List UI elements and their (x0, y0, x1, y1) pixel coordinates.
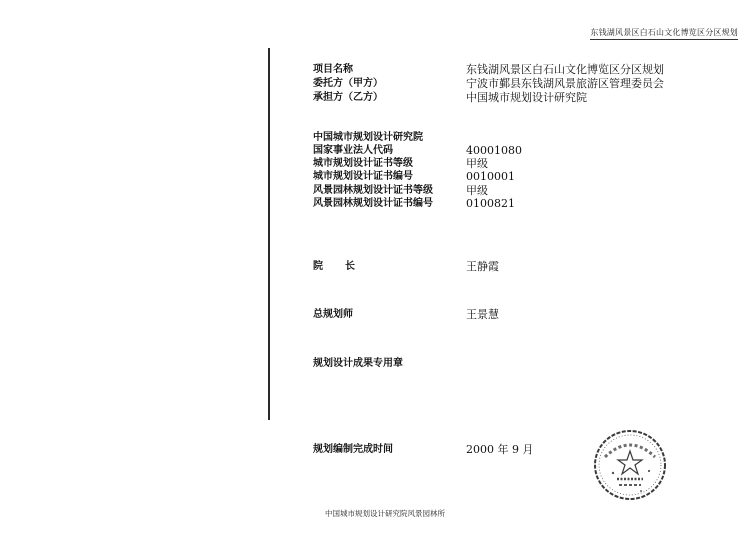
chief-planner-label: 总规划师 (313, 309, 353, 320)
credential-label: 城市规划设计证书编号 (313, 171, 413, 182)
credential-value: 甲级 (466, 157, 488, 170)
completion-value: 2000 年 9 月 (466, 443, 534, 456)
project-name-label: 项目名称 (313, 64, 353, 75)
president-label-char-2: 长 (345, 261, 355, 272)
credential-value: 0100821 (466, 197, 515, 210)
chief-planner-value: 王景慧 (466, 308, 499, 321)
project-name-value: 东钱湖风景区白石山文化博览区分区规划 (466, 63, 664, 76)
institute-heading: 中国城市规划设计研究院 (313, 132, 423, 143)
seal-caption: 规划设计成果专用章 (313, 358, 403, 369)
client-value: 宁波市鄞县东钱湖风景旅游区管理委员会 (466, 77, 664, 90)
contractor-label: 承担方（乙方） (313, 92, 383, 103)
binding-margin-line (268, 48, 270, 420)
president-label-char-1: 院 (313, 261, 323, 272)
client-label: 委托方（甲方） (313, 78, 383, 89)
credential-label: 风景园林规划设计证书编号 (313, 198, 433, 209)
credential-label: 风景园林规划设计证书等级 (313, 185, 433, 196)
official-seal-stamp (591, 427, 669, 503)
completion-label: 规划编制完成时间 (313, 444, 393, 455)
president-label (313, 260, 355, 273)
president-value: 王静霞 (466, 260, 499, 273)
contractor-value: 中国城市规划设计研究院 (466, 91, 587, 104)
credential-label: 国家事业法人代码 (313, 145, 393, 156)
credential-value: 40001080 (466, 144, 522, 157)
credential-label: 城市规划设计证书等级 (313, 158, 413, 169)
document-header: 东钱湖风景区白石山文化博览区分区规划 (590, 27, 738, 40)
credential-value: 0010001 (466, 170, 515, 183)
credential-value: 甲级 (466, 184, 488, 197)
document-footer: 中国城市规划设计研究院风景园林所 (325, 509, 445, 518)
